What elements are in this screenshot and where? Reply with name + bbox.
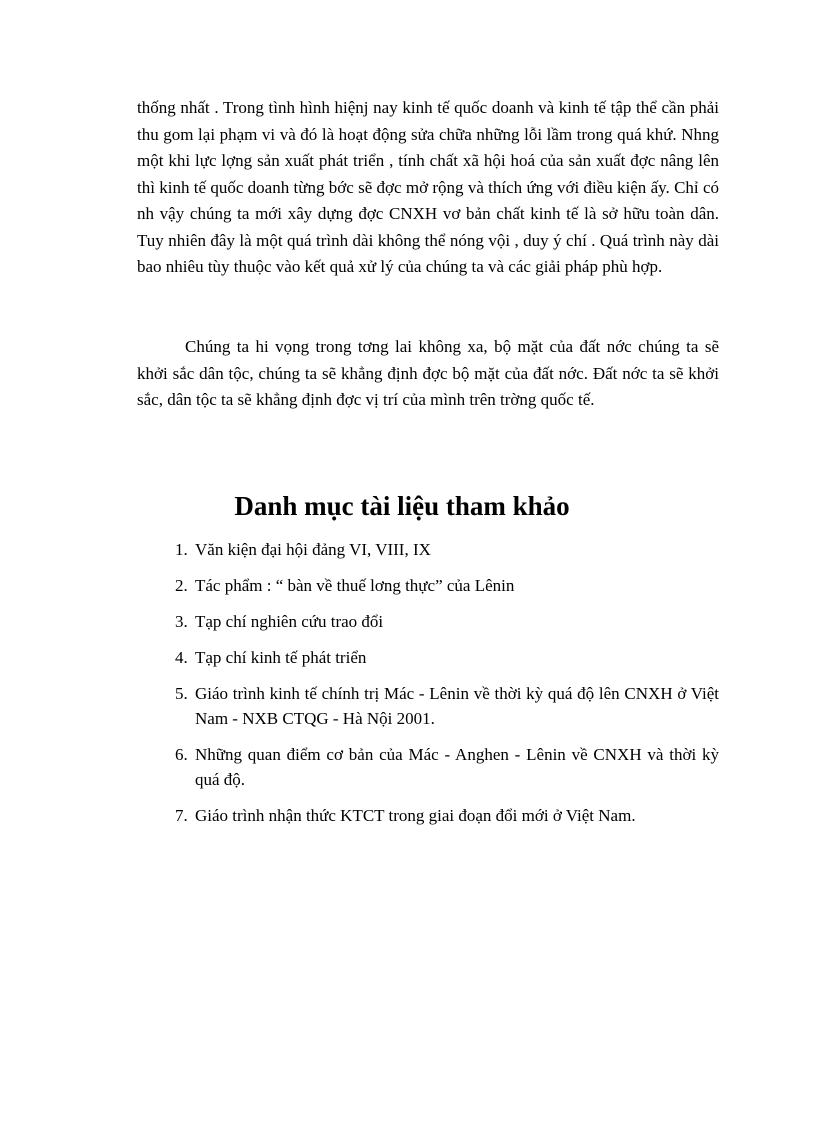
reference-item [175,573,719,598]
reference-text: Giáo trình nhận thức KTCT trong giai đoạn đổi mới ở Việt Nam. [195,806,636,825]
reference-item [175,537,719,562]
reference-item [175,803,719,828]
reference-text: Giáo trình kinh tế chính trị Mác - Lênin về thời kỳ quá độ lên CNXH ở Việt Nam - NXB CTQG - Hà Nội 2001. [195,684,719,728]
body-paragraph-2: Chúng ta hi vọng trong tơng lai không xa, bộ mặt của đất nớc chúng ta sẽ khởi sắc dân tộc, chúng ta sẽ khẳng định đợc bộ mặt của đất nớc. Đất nớc ta sẽ khởi sắc, dân tộc ta sẽ khẳng định đợc vị trí của mình trên trờng quốc tế. [137,337,719,409]
reference-text: Những quan điểm cơ bản của Mác - Anghen - Lênin về CNXH và thời kỳ quá độ. [195,745,719,789]
reference-item [175,742,719,792]
reference-item [175,609,719,634]
reference-number: 1. [175,540,188,559]
reference-item [175,681,719,731]
reference-number: 6. [175,745,188,764]
reference-text: Văn kiện đại hội đảng VI, VIII, IX [195,540,431,559]
reference-text: Tạp chí kinh tế phát triển [195,648,367,667]
reference-text: Tác phẩm : “ bàn về thuế lơng thực” của Lênin [195,576,515,595]
reference-item [175,645,719,670]
reference-number: 7. [175,806,188,825]
reference-number: 4. [175,648,188,667]
reference-number: 2. [175,576,188,595]
body-paragraph-1: thống nhất . Trong tình hình hiệnj nay kinh tế quốc doanh và kinh tế tập thể cần phải thu gom lại phạm vi và đó là hoạt động sửa chữa những lỗi lầm trong quá khứ. Nhng một khi lực lợng sản xuất phát triển , tính chất xã hội hoá của sản xuất đợc nâng lên thì kinh tế quốc doanh từng bớc sẽ đợc mở rộng và thích ứng với điều kiện ấy. Chỉ có nh vậy chúng ta mới xây dựng đợc CNXH vơ bản chất kinh tế là sở hữu toàn dân. Tuy nhiên đây là một quá trình dài không thể nóng vội , duy ý chí . Quá trình này dài bao nhiêu tùy thuộc vào kết quả xử lý của chúng ta và các giải pháp phù hợp. [137,98,719,276]
reference-number: 5. [175,684,188,703]
reference-number: 3. [175,612,188,631]
references-heading: Danh mục tài liệu tham khảo [234,491,570,521]
references-list [175,537,719,839]
reference-text: Tạp chí nghiên cứu trao đổi [195,612,384,631]
